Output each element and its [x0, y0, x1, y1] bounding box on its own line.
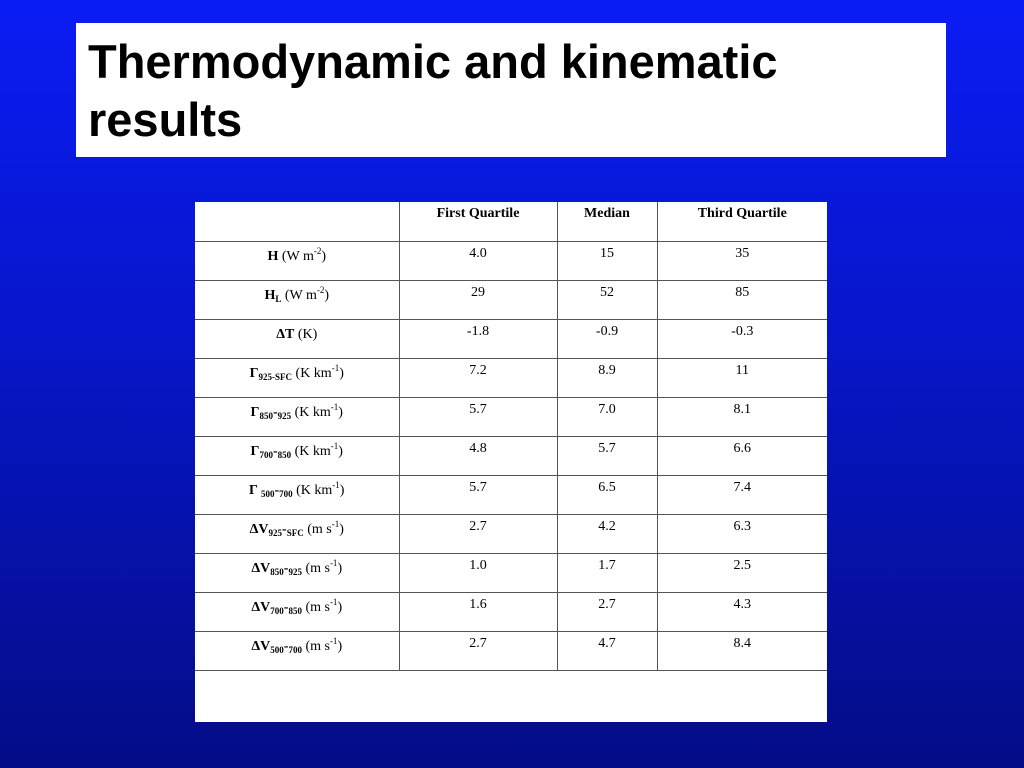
median-cell: 2.7: [557, 592, 657, 631]
unit-exponent: -1: [330, 401, 339, 412]
first-quartile-cell: 7.2: [399, 358, 557, 397]
unit-exponent: -1: [331, 518, 340, 529]
unit-exponent: -2: [313, 245, 322, 256]
table-footer-blank: [195, 671, 827, 709]
unit-text: (K km: [292, 365, 332, 381]
first-quartile-cell: 29: [399, 280, 557, 319]
variable-subscript-separator: -: [272, 443, 278, 459]
table-body: [195, 241, 827, 670]
variable-symbol: H: [267, 248, 279, 264]
table-row: [195, 475, 827, 514]
third-quartile-cell: 4.3: [657, 592, 827, 631]
slide-title-line1: Thermodynamic and kinematic: [88, 35, 778, 88]
variable-subscript-lower: 850: [270, 566, 284, 577]
slide-title-line2: results: [88, 93, 243, 146]
header-cell-first-quartile: First Quartile: [399, 202, 557, 241]
variable-subscript-lower: L: [275, 293, 282, 304]
variable-symbol: Γ: [250, 443, 260, 459]
unit-text: (m s: [301, 560, 330, 576]
table-row: [195, 319, 827, 358]
unit-close: ): [337, 638, 343, 654]
variable-subscript-separator: -: [274, 482, 280, 498]
header-cell-blank: [195, 202, 399, 241]
unit-close: ): [321, 248, 327, 264]
variable-symbol: Γ: [250, 404, 260, 420]
third-quartile-cell: 8.4: [657, 631, 827, 670]
header-cell-median: Median: [557, 202, 657, 241]
third-quartile-cell: 11: [657, 358, 827, 397]
first-quartile-cell: 5.7: [399, 397, 557, 436]
variable-subscript-lower: 850: [259, 410, 273, 421]
third-quartile-cell: 8.1: [657, 397, 827, 436]
third-quartile-cell: 7.4: [657, 475, 827, 514]
variable-subscript-upper: 850: [288, 605, 302, 616]
table-header-row: [195, 202, 827, 241]
unit-exponent: -1: [330, 440, 339, 451]
variable-subscript-separator: -: [272, 404, 278, 420]
median-cell: 1.7: [557, 553, 657, 592]
first-quartile-cell: 5.7: [399, 475, 557, 514]
variable-subscript-upper: 700: [279, 488, 293, 499]
unit-exponent: -1: [329, 635, 338, 646]
header-cell-third-quartile: Third Quartile: [657, 202, 827, 241]
row-label-cell: [195, 319, 399, 358]
third-quartile-cell: 6.3: [657, 514, 827, 553]
variable-symbol: Γ: [249, 482, 261, 498]
unit-exponent: -1: [331, 362, 340, 373]
variable-subscript-upper: 925: [277, 410, 292, 421]
unit-close: ): [339, 521, 344, 537]
first-quartile-cell: -1.8: [399, 319, 557, 358]
median-cell: 6.5: [557, 475, 657, 514]
unit-close: ): [324, 287, 330, 303]
variable-subscript-upper: SFC: [286, 527, 304, 538]
variable-subscript-separator: -: [283, 560, 289, 576]
variable-symbol: ΔT: [276, 326, 295, 342]
variable-symbol: ΔV: [249, 521, 269, 537]
unit-text: (W m: [281, 287, 317, 303]
row-label-cell: [195, 397, 399, 436]
variable-subscript-separator: -: [283, 638, 289, 654]
table-row: [195, 397, 827, 436]
variable-symbol: H: [264, 287, 276, 303]
row-label-cell: [195, 280, 399, 319]
third-quartile-cell: 85: [657, 280, 827, 319]
row-label-cell: [195, 436, 399, 475]
third-quartile-cell: 6.6: [657, 436, 827, 475]
variable-subscript-upper: 700: [288, 644, 302, 655]
variable-subscript-upper: 925: [288, 566, 302, 577]
median-cell: 52: [557, 280, 657, 319]
variable-subscript-lower: 925: [268, 527, 283, 538]
unit-text: (K km: [292, 482, 333, 498]
unit-text: (m s: [301, 599, 330, 615]
row-label-cell: [195, 631, 399, 670]
row-label-cell: [195, 475, 399, 514]
row-label-cell: [195, 514, 399, 553]
table-row: [195, 514, 827, 553]
row-label-cell: [195, 241, 399, 280]
variable-symbol: Γ: [249, 365, 259, 381]
first-quartile-cell: 1.6: [399, 592, 557, 631]
first-quartile-cell: 2.7: [399, 631, 557, 670]
variable-subscript-upper: 850: [277, 449, 292, 460]
first-quartile-cell: 1.0: [399, 553, 557, 592]
unit-exponent: -1: [329, 596, 338, 607]
title-box: [76, 23, 946, 157]
table-row: [195, 241, 827, 280]
unit-close: ): [338, 404, 343, 420]
third-quartile-cell: -0.3: [657, 319, 827, 358]
unit-exponent: -1: [332, 479, 340, 490]
unit-text: (m s: [301, 638, 330, 654]
row-label-cell: [195, 553, 399, 592]
variable-symbol: ΔV: [251, 599, 271, 615]
variable-symbol: ΔV: [251, 560, 271, 576]
row-label-cell: [195, 592, 399, 631]
results-table-panel: [195, 202, 827, 722]
variable-subscript-separator: -: [283, 599, 289, 615]
unit-text: (K): [294, 326, 318, 342]
first-quartile-cell: 4.8: [399, 436, 557, 475]
variable-subscript-lower: 700: [259, 449, 273, 460]
unit-close: ): [339, 482, 345, 498]
table-row: [195, 358, 827, 397]
median-cell: 4.7: [557, 631, 657, 670]
variable-symbol: ΔV: [251, 638, 271, 654]
unit-exponent: -1: [329, 557, 338, 568]
table-row: [195, 553, 827, 592]
table-row: [195, 592, 827, 631]
variable-subscript-lower: 925-SFC: [258, 371, 293, 382]
median-cell: 4.2: [557, 514, 657, 553]
table-row: [195, 280, 827, 319]
unit-text: (K km: [291, 443, 331, 459]
variable-subscript-lower: 500: [270, 644, 284, 655]
third-quartile-cell: 2.5: [657, 553, 827, 592]
median-cell: -0.9: [557, 319, 657, 358]
unit-close: ): [339, 365, 344, 381]
unit-close: ): [337, 560, 343, 576]
median-cell: 8.9: [557, 358, 657, 397]
unit-close: ): [337, 599, 343, 615]
first-quartile-cell: 4.0: [399, 241, 557, 280]
slide-title: [88, 33, 934, 149]
unit-text: (m s: [303, 521, 332, 537]
row-label-cell: [195, 358, 399, 397]
table-row: [195, 436, 827, 475]
median-cell: 7.0: [557, 397, 657, 436]
unit-exponent: -2: [316, 284, 325, 295]
unit-text: (K km: [291, 404, 331, 420]
third-quartile-cell: 35: [657, 241, 827, 280]
variable-subscript-separator: -: [282, 521, 287, 537]
unit-text: (W m: [278, 248, 314, 264]
variable-subscript-lower: 500: [260, 488, 275, 499]
results-table: [195, 202, 827, 671]
variable-subscript-lower: 700: [270, 605, 284, 616]
unit-close: ): [338, 443, 343, 459]
table-row: [195, 631, 827, 670]
first-quartile-cell: 2.7: [399, 514, 557, 553]
median-cell: 5.7: [557, 436, 657, 475]
median-cell: 15: [557, 241, 657, 280]
